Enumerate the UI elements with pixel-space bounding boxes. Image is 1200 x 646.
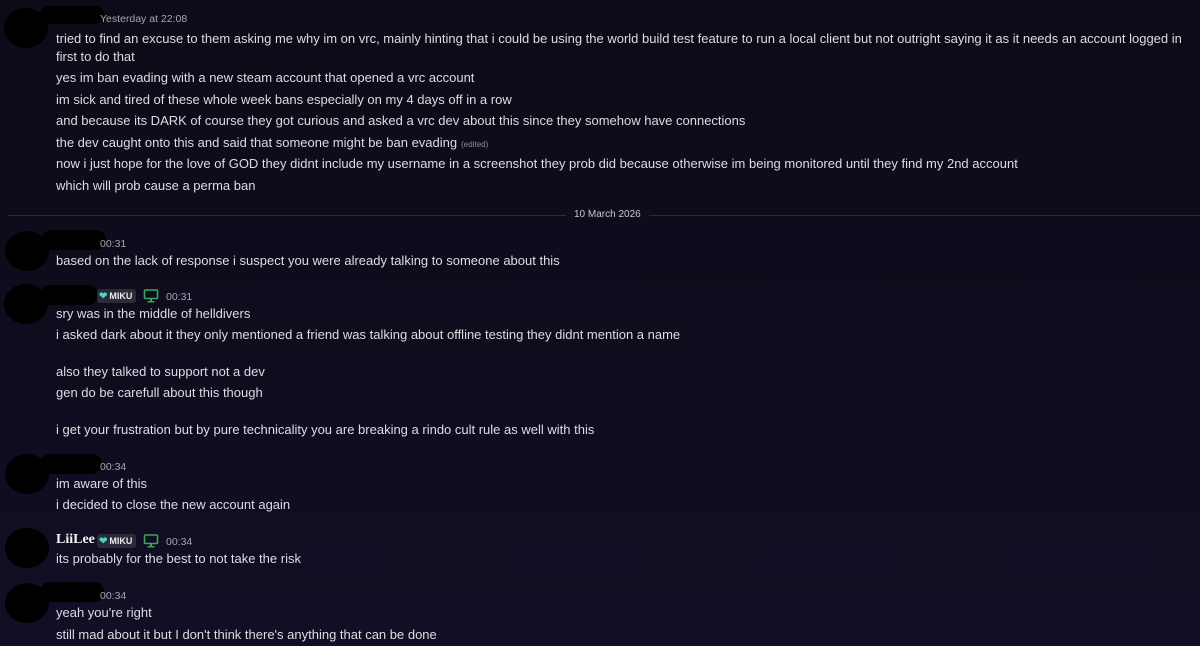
redacted-username (40, 285, 98, 305)
edited-label: (edited) (461, 140, 489, 149)
message-text: now i just hope for the love of GOD they didnt include my username in a screenshot they prob did because otherwise im being monitored until they find my 2nd account (56, 156, 1018, 171)
message-timestamp: 00:34 (100, 461, 127, 473)
username[interactable]: LiiLee (56, 532, 95, 547)
monitor-icon (143, 289, 159, 303)
message-text: i asked dark about it they only mentioned a friend was talking about offline testing they didnt mention a name (56, 327, 681, 342)
avatar[interactable] (5, 528, 49, 568)
message-text: im sick and tired of these whole week bans especially on my 4 days off in a row (56, 92, 512, 107)
message-text: yeah you're right (56, 605, 152, 620)
message-text: the dev caught onto this and said that someone might be ban evading (56, 135, 458, 150)
message-text: still mad about it but I don't think there's anything that can be done (56, 627, 437, 642)
message-text: im aware of this (56, 476, 148, 491)
server-tag-label: MIKU (109, 291, 133, 301)
message-text: its probably for the best to not take the risk (56, 551, 301, 566)
heart-icon: ❤ (99, 291, 108, 302)
message-text: which will prob cause a perma ban (56, 178, 256, 193)
message-timestamp: Yesterday at 22:08 (100, 13, 188, 25)
message-text: i get your frustration but by pure technicality you are breaking a rindo cult rule as well with this (56, 422, 595, 437)
message-text: tried to find an excuse to them asking me why im on vrc, mainly hinting that i could be using the world build test feature to run a local client but not outright saying it as it needs an account logged in first to do that (56, 31, 1182, 64)
redacted-username (40, 582, 104, 602)
redacted-username (40, 6, 104, 24)
date-divider-label: 10 March 2026 (566, 209, 649, 220)
message-text: also they talked to support not a dev (56, 364, 265, 379)
message-text: based on the lack of response i suspect you were already talking to someone about this (56, 253, 560, 268)
redacted-username (42, 230, 106, 250)
message-timestamp: 00:34 (100, 590, 127, 602)
message-timestamp: 00:34 (166, 536, 193, 548)
message-line-edited (56, 134, 488, 154)
message-text: gen do be carefull about this though (56, 385, 263, 400)
message-timestamp: 00:31 (166, 291, 193, 303)
message-timestamp: 00:31 (100, 238, 127, 250)
message-text: sry was in the middle of helldivers (56, 306, 251, 321)
server-tag-label: MIKU (109, 536, 133, 546)
heart-icon: ❤ (99, 536, 108, 547)
redacted-username (40, 454, 102, 474)
message-text: i decided to close the new account again (56, 497, 291, 512)
server-tag-badge (97, 289, 136, 303)
message-text: yes im ban evading with a new steam account that opened a vrc account (56, 70, 475, 85)
message-text: and because its DARK of course they got curious and asked a vrc dev about this since they somehow have connections (56, 113, 746, 128)
server-tag-badge (97, 534, 136, 548)
monitor-icon (143, 534, 159, 548)
